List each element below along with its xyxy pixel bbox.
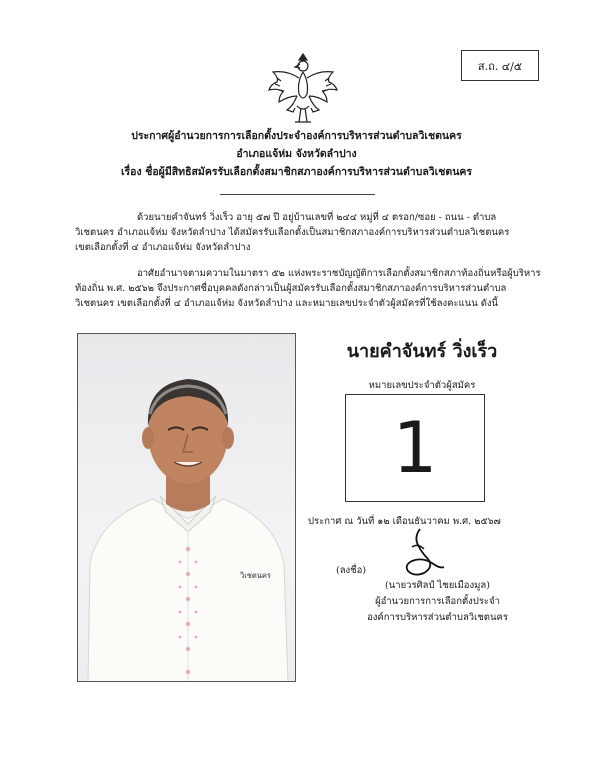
garuda-emblem-icon <box>267 50 339 126</box>
candidate-number-label: หมายเลขประจำตัวผู้สมัคร <box>368 380 476 391</box>
header-location: อำเภอแจ้ห่ม จังหวัดลำปาง <box>236 148 357 160</box>
paragraph-line: ด้วยนายคำจันทร์ วิ่งเร็ว อายุ ๕๗ ปี อยู่บ้านเลขที่ ๒๔๔ หมู่ที่ ๔ ตรอก/ซอย - ถนน - ตำบล <box>137 212 497 223</box>
announce-date: ประกาศ ณ วันที่ ๑๒ เดือนธันวาคม พ.ศ. ๒๕๖๗ <box>308 516 501 527</box>
person-portrait-icon <box>78 334 296 682</box>
header-divider <box>220 194 375 195</box>
candidate-name: นายคำจันทร์ วิ่งเร็ว <box>346 341 498 362</box>
shirt-name-tag: วิเชตนคร <box>240 571 271 580</box>
candidate-number: 1 <box>392 407 438 489</box>
paragraph-line: เขตเลือกตั้งที่ ๔ อำเภอแจ้ห่ม จังหวัดลำปาง <box>75 242 251 253</box>
paragraph-line: วิเชตนคร อำเภอแจ้ห่ม จังหวัดลำปาง ได้สมัครรับเลือกตั้งเป็นสมาชิกสภาองค์การบริหารส่วนตำบลวิเชตนคร <box>75 227 510 238</box>
candidate-number-box <box>345 394 485 502</box>
paragraph-line: ท้องถิ่น พ.ศ. ๒๕๖๒ จึงประกาศชื่อบุคคลดังกล่าวเป็นผู้สมัครรับเลือกตั้งสมาชิกสภาองค์การบริหารส่วนตำบล <box>75 283 507 294</box>
sign-label: (ลงชื่อ) <box>336 565 367 576</box>
paragraph-legal-basis <box>75 266 541 311</box>
paragraph-applicant <box>75 210 535 255</box>
signer-position-line1: ผู้อำนวยการการเลือกตั้งประจำ <box>375 596 500 607</box>
header-subject: เรื่อง ชื่อผู้มีสิทธิสมัครรับเลือกตั้งสมาชิกสภาองค์การบริหารส่วนตำบลวิเชตนคร <box>120 166 473 178</box>
form-code: ส.ถ. ๔/๕ <box>477 59 523 73</box>
form-code-box <box>461 50 539 81</box>
header-title: ประกาศผู้อำนวยการการเลือกตั้งประจำองค์การบริหารส่วนตำบลวิเชตนคร <box>131 130 462 142</box>
signature-icon <box>390 525 450 583</box>
candidate-photo <box>77 333 296 682</box>
signer-position-line2: องค์การบริหารส่วนตำบลวิเชตนคร <box>367 612 508 623</box>
paragraph-line: วิเชตนคร เขตเลือกตั้งที่ ๔ อำเภอแจ้ห่ม จังหวัดลำปาง และหมายเลขประจำตัวผู้สมัครที่ใช้ลงคะแนน ดังนี้ <box>75 298 499 309</box>
paragraph-line: อาศัยอำนาจตามความในมาตรา ๕๒ แห่งพระราชบัญญัติการเลือกตั้งสมาชิกสภาท้องถิ่นหรือผู้บริหาร <box>137 268 541 279</box>
signer-name: (นายวรศิลป์ ไชยเมืองมูล) <box>385 580 490 591</box>
